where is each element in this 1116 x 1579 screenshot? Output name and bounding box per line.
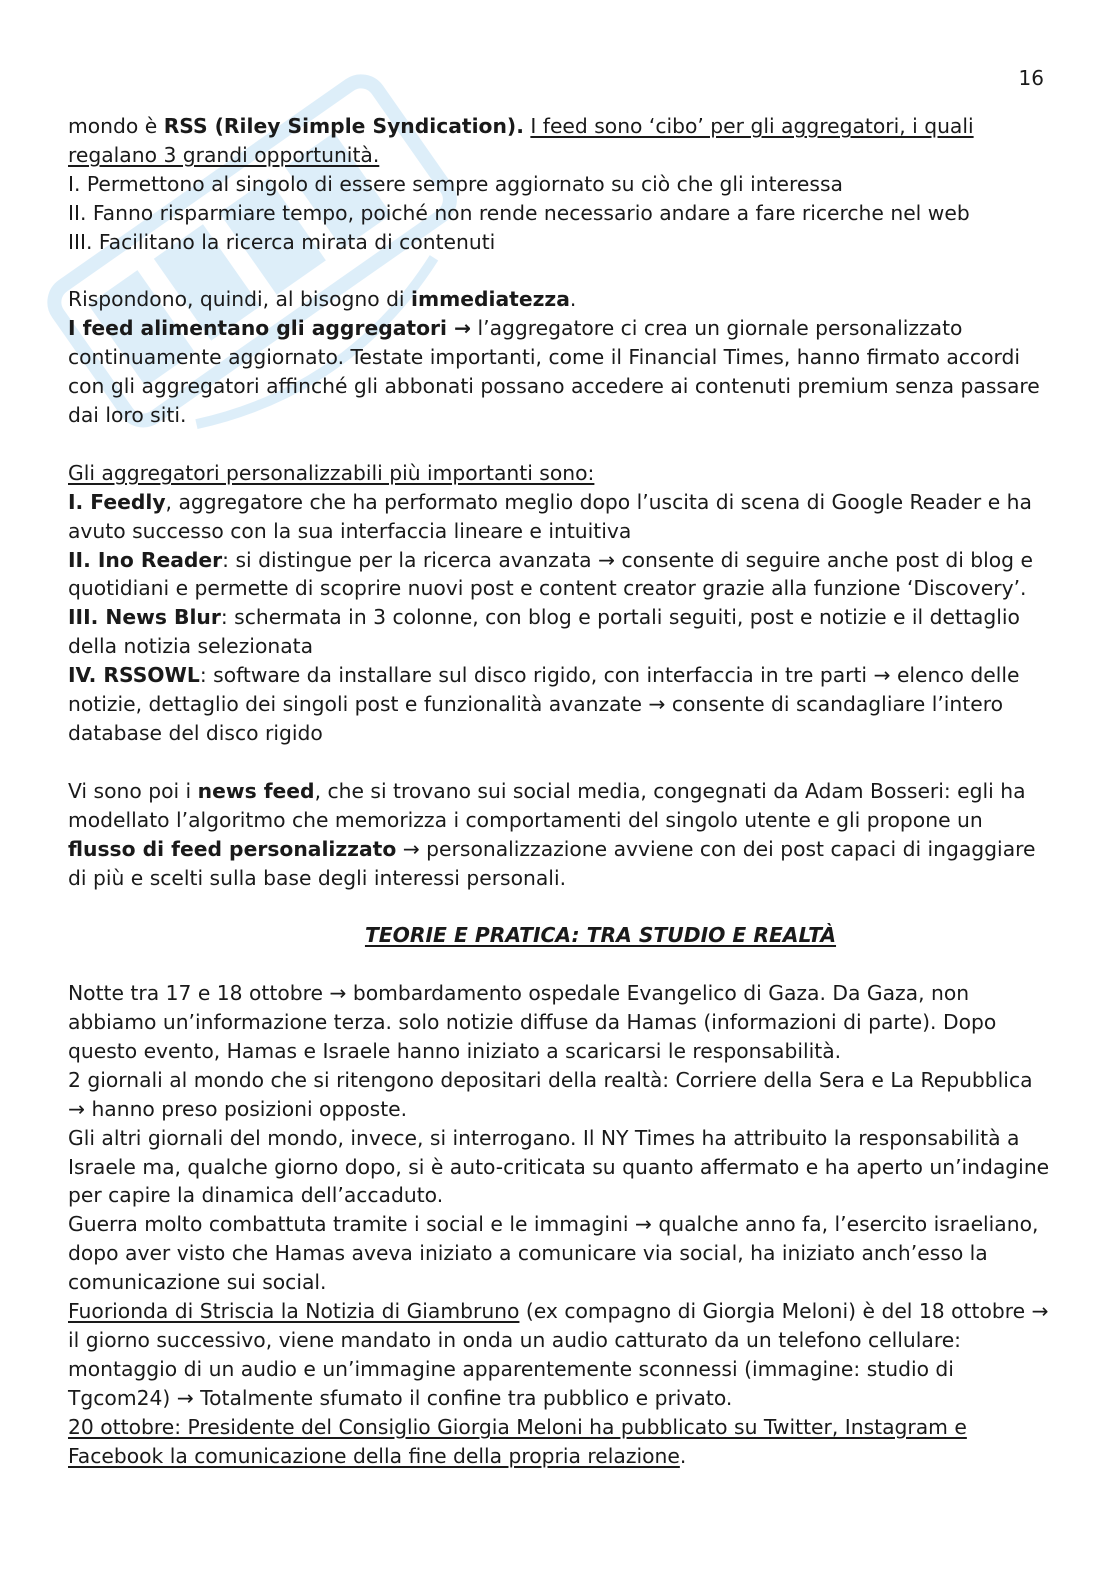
page-number: 16 bbox=[1018, 66, 1044, 90]
bold-text: news feed bbox=[197, 778, 315, 803]
aggregator-desc: , aggregatore che ha performato meglio dopo l’uscita di scena di Google Reader e ha avuto successo con la sua interfaccia lineare e intuitiva bbox=[68, 489, 1032, 543]
section-heading: TEORIE E PRATICA: TRA STUDIO E REALTÀ bbox=[364, 923, 837, 948]
list-item: II. Fanno risparmiare tempo, poiché non rende necessario andare a fare ricerche nel web bbox=[68, 200, 970, 225]
bold-text: immediatezza bbox=[411, 287, 570, 312]
paragraph-meloni bbox=[68, 1413, 1053, 1471]
text: Rispondono, quindi, al bisogno di bbox=[68, 287, 412, 312]
text: Vi sono poi i bbox=[68, 778, 198, 803]
list-item bbox=[68, 603, 1053, 661]
spacer bbox=[68, 748, 1053, 777]
aggregator-name: II. Ino Reader bbox=[68, 547, 223, 572]
bold-text: RSS (Riley Simple Syndication). bbox=[163, 114, 524, 138]
aggregator-name: III. News Blur bbox=[68, 605, 221, 630]
paragraph-immediatezza bbox=[68, 285, 1053, 314]
bold-text: I feed alimentano gli aggregatori → bbox=[68, 316, 472, 341]
underlined-text: Fuorionda di Striscia la Notizia di Giambruno bbox=[68, 1299, 520, 1324]
paragraph-fuorionda bbox=[68, 1297, 1053, 1413]
list-item: I. Permettono al singolo di essere sempre aggiornato su ciò che gli interessa bbox=[68, 171, 843, 196]
list-item bbox=[68, 546, 1053, 604]
text: → personalizzazione avviene con dei post capaci di ingaggiare di più e scelti sulla base degli interessi personali. bbox=[68, 836, 1036, 890]
bold-text: flusso di feed personalizzato bbox=[68, 836, 397, 861]
text: (ex compagno di Giorgia Meloni) è del 18 ottobre → il giorno successivo, viene mandato in onda un audio catturato da un telefono cellulare: montaggio di un audio e un’immagine apparentemente sconnessi (immagine: studio di Tgcom24) → Totalmente sfumato il confine tra pubblico e privato. bbox=[68, 1299, 1049, 1410]
aggregator-desc: : si distingue per la ricerca avanzata → consente di seguire anche post di blog e quotidiani e permette di scoprire nuovi post e content creator grazie alla funzione ‘Discovery’. bbox=[68, 547, 1033, 601]
text: l’aggregatore ci crea un giornale personalizzato continuamente aggiornato. Testate importanti, come il Financial Times, hanno firmato accordi con gli aggregatori affinché gli abbonati possano accedere ai contenuti premium senza passare dai loro siti. bbox=[68, 316, 1040, 428]
underlined-text: 20 ottobre: Presidente del Consiglio Giorgia Meloni ha pubblicato su Twitter, Instagram e Facebook la comunicazione della fine della propria relazione bbox=[68, 1414, 967, 1468]
paragraph: 2 giornali al mondo che si ritengono depositari della realtà: Corriere della Sera e La Repubblica → hanno preso posizioni opposte. bbox=[68, 1067, 1033, 1121]
paragraph-news-feed bbox=[68, 777, 1053, 893]
page-content bbox=[68, 112, 1053, 1471]
spacer bbox=[68, 430, 1053, 459]
spacer bbox=[68, 950, 1053, 979]
aggregators-intro: Gli aggregatori personalizzabili più importanti sono: bbox=[68, 460, 595, 485]
paragraph: Gli altri giornali del mondo, invece, si interrogano. Il NY Times ha attribuito la responsabilità a Israele ma, qualche giorno dopo, si è auto-criticata su quanto affermato e ha aperto un’indagine per capire la dinamica dell’accaduto. bbox=[68, 1125, 1050, 1208]
spacer bbox=[68, 257, 1053, 286]
aggregator-desc: : schermata in 3 colonne, con blog e portali seguiti, post e notizie e il dettaglio della notizia selezionata bbox=[68, 605, 1020, 659]
paragraph: Notte tra 17 e 18 ottobre → bombardamento ospedale Evangelico di Gaza. Da Gaza, non abbiamo un’informazione terza. solo notizie diffuse da Hamas (informazioni di parte). Dopo questo evento, Hamas e Israele hanno iniziato a scaricarsi le responsabilità. bbox=[68, 981, 997, 1063]
paragraph-feed-aggregatori bbox=[68, 314, 1053, 430]
aggregator-desc: : software da installare sul disco rigido, con interfaccia in tre parti → elenco delle notizie, dettaglio dei singoli post e funzionalità avanzate → consente di scandagliare l’intero database del disco rigido bbox=[68, 663, 1020, 745]
list-item: III. Facilitano la ricerca mirata di contenuti bbox=[68, 229, 496, 254]
text: . bbox=[679, 1443, 687, 1468]
paragraph-rss bbox=[68, 112, 1053, 170]
spacer bbox=[68, 892, 1053, 921]
text: , che si trovano sui social media, congegnati da Adam Bosseri: egli ha modellato l’algoritmo che memorizza i comportamenti del singolo utente e gli propone un bbox=[68, 778, 1026, 832]
text: mondo è bbox=[68, 114, 164, 138]
aggregator-name: IV. RSSOWL bbox=[68, 663, 200, 688]
aggregator-name: I. Feedly bbox=[68, 489, 166, 514]
paragraph: Guerra molto combattuta tramite i social e le immagini → qualche anno fa, l’esercito israeliano, dopo aver visto che Hamas aveva iniziato a comunicare via social, ha iniziato anch’esso la comunicazione sui social. bbox=[68, 1212, 1039, 1295]
list-item bbox=[68, 661, 1053, 748]
text: . bbox=[569, 287, 577, 312]
underlined-text: I feed sono ‘cibo’ per gli aggregatori, i quali regalano 3 grandi opportunità. bbox=[68, 114, 974, 167]
list-item bbox=[68, 488, 1053, 546]
